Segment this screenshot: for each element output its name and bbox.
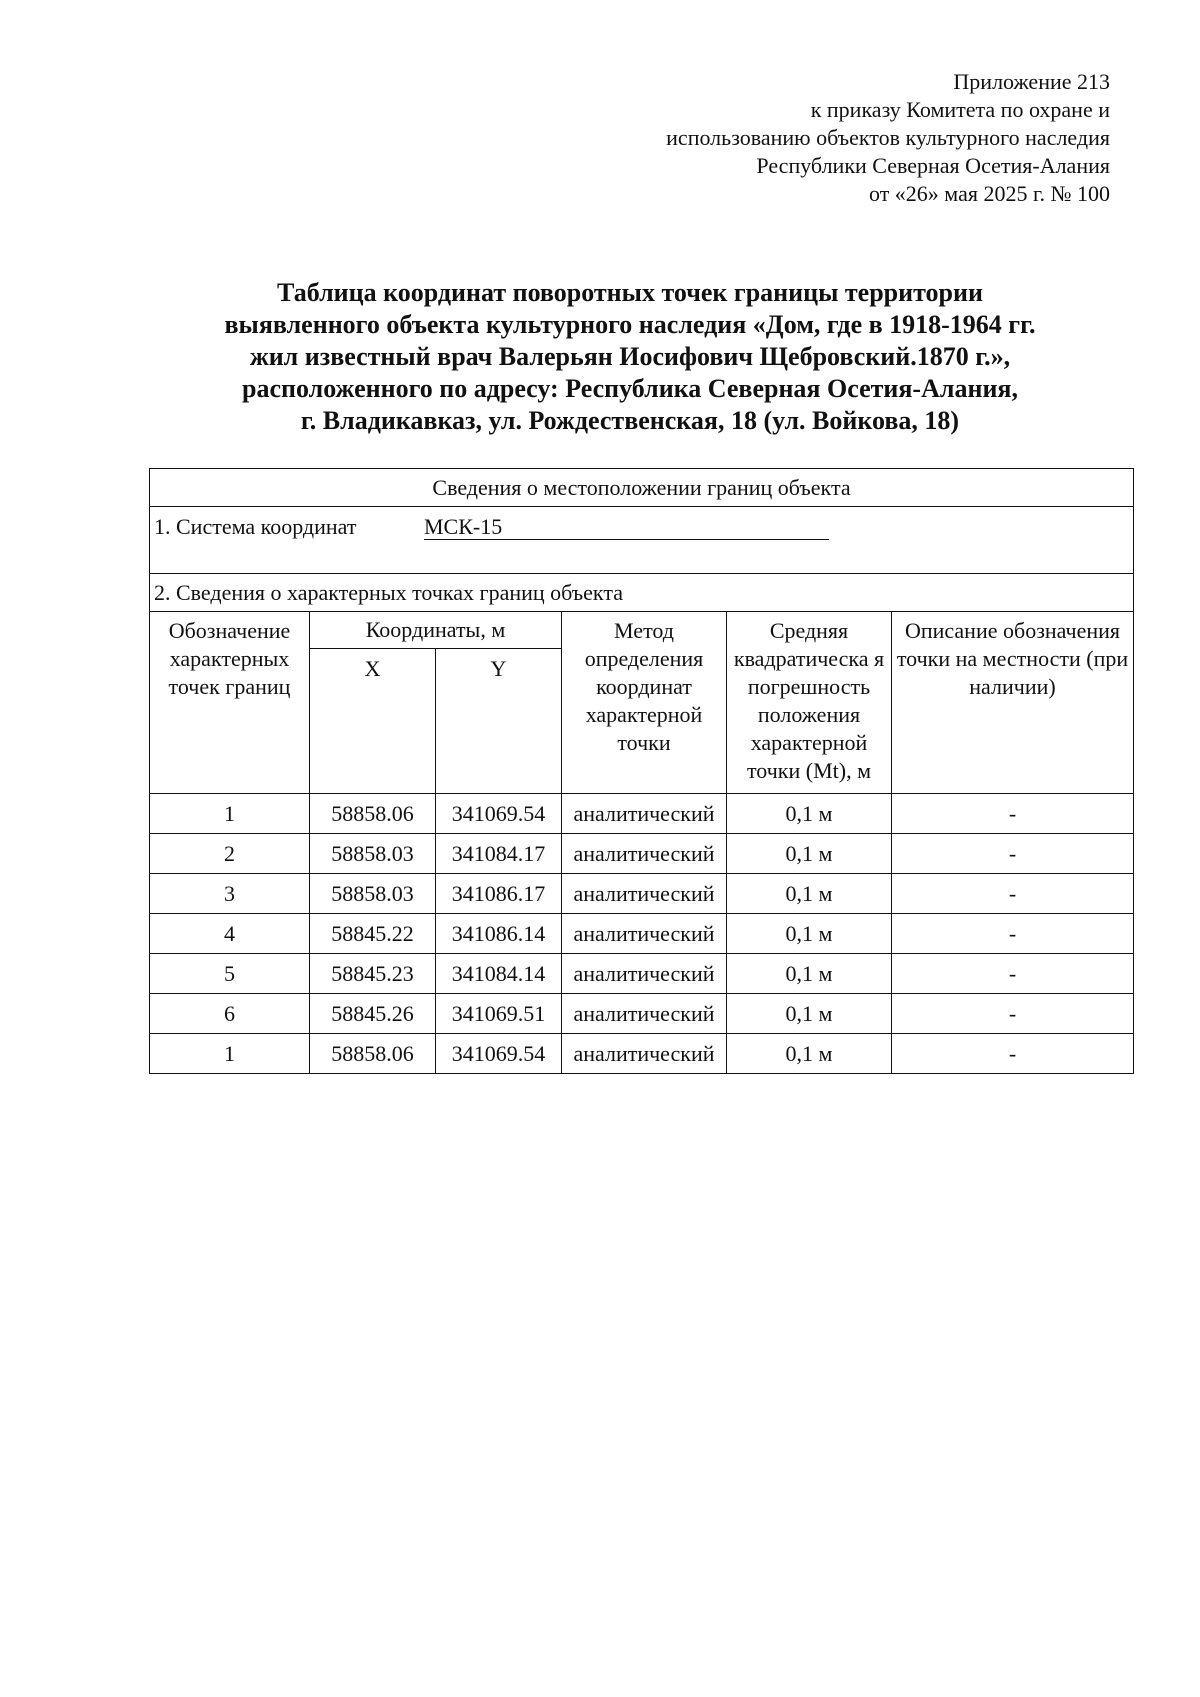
table-row [150,914,1134,954]
section-header: Сведения о местоположении границ объекта [150,469,1134,507]
appendix-line: Приложение 213 [953,69,1110,94]
description-value: - [892,834,1134,874]
coordinate-system-value: МСК-15 [424,514,829,540]
point-number: 4 [150,914,310,954]
coordinate-system-row [150,507,1134,574]
point-number: 1 [150,794,310,834]
column-header-x: X [310,649,436,794]
point-number: 5 [150,954,310,994]
error-value: 0,1 м [727,874,892,914]
description-value: - [892,914,1134,954]
error-value: 0,1 м [727,954,892,994]
appendix-line: к приказу Комитета по охране и [810,97,1110,122]
appendix-line: Республики Северная Осетия-Алания [756,153,1110,178]
column-header-y: Y [436,649,562,794]
method-value: аналитический [562,914,727,954]
point-number: 2 [150,834,310,874]
y-coordinate: 341069.51 [436,994,562,1034]
coordinates-table [149,468,1134,1074]
error-value: 0,1 м [727,994,892,1034]
point-number: 6 [150,994,310,1034]
y-coordinate: 341069.54 [436,1034,562,1074]
appendix-line: от «26» мая 2025 г. № 100 [868,181,1110,206]
error-value: 0,1 м [727,1034,892,1074]
title-line: расположенного по адресу: Республика Северная Осетия-Алания, [241,374,1018,403]
method-value: аналитический [562,994,727,1034]
description-value: - [892,994,1134,1034]
error-value: 0,1 м [727,914,892,954]
table-row [150,874,1134,914]
column-header-method: Метод определения координат характерной точки [562,612,727,794]
error-value: 0,1 м [727,834,892,874]
column-header-description: Описание обозначения точки на местности (при наличии) [892,612,1134,794]
appendix-block [666,68,1110,208]
method-value: аналитический [562,794,727,834]
description-value: - [892,954,1134,994]
y-coordinate: 341069.54 [436,794,562,834]
x-coordinate: 58858.06 [310,794,436,834]
points-header: 2. Сведения о характерных точках границ объекта [150,574,1134,612]
error-value: 0,1 м [727,794,892,834]
y-coordinate: 341086.14 [436,914,562,954]
description-value: - [892,874,1134,914]
point-number: 3 [150,874,310,914]
table-row [150,994,1134,1034]
column-header-coordinates: Координаты, м [310,612,562,649]
y-coordinate: 341084.14 [436,954,562,994]
title-line: г. Владикавказ, ул. Рождественская, 18 (ул. Войкова, 18) [300,406,960,435]
description-value: - [892,1034,1134,1074]
document-title [150,277,1110,437]
table-row [150,794,1134,834]
table-row [150,834,1134,874]
column-header-designation: Обозначение характерных точек границ [150,612,310,794]
title-line: выявленного объекта культурного наследия «Дом, где в 1918-1964 гг. [224,310,1036,339]
column-header-error: Средняя квадратическа я погрешность положения характерной точки (Mt), м [727,612,892,794]
y-coordinate: 341084.17 [436,834,562,874]
x-coordinate: 58845.26 [310,994,436,1034]
x-coordinate: 58858.06 [310,1034,436,1074]
point-number: 1 [150,1034,310,1074]
x-coordinate: 58845.23 [310,954,436,994]
coordinate-system-label: 1. Система координат [154,514,357,539]
title-line: жил известный врач Валерьян Иосифович Щебровский.1870 г.», [249,342,1011,371]
method-value: аналитический [562,834,727,874]
description-value: - [892,794,1134,834]
x-coordinate: 58845.22 [310,914,436,954]
table-row [150,1034,1134,1074]
appendix-line: использованию объектов культурного наследия [666,125,1110,150]
x-coordinate: 58858.03 [310,834,436,874]
title-line: Таблица координат поворотных точек границы территории [277,278,983,307]
method-value: аналитический [562,874,727,914]
table-row [150,954,1134,994]
method-value: аналитический [562,954,727,994]
y-coordinate: 341086.17 [436,874,562,914]
x-coordinate: 58858.03 [310,874,436,914]
method-value: аналитический [562,1034,727,1074]
